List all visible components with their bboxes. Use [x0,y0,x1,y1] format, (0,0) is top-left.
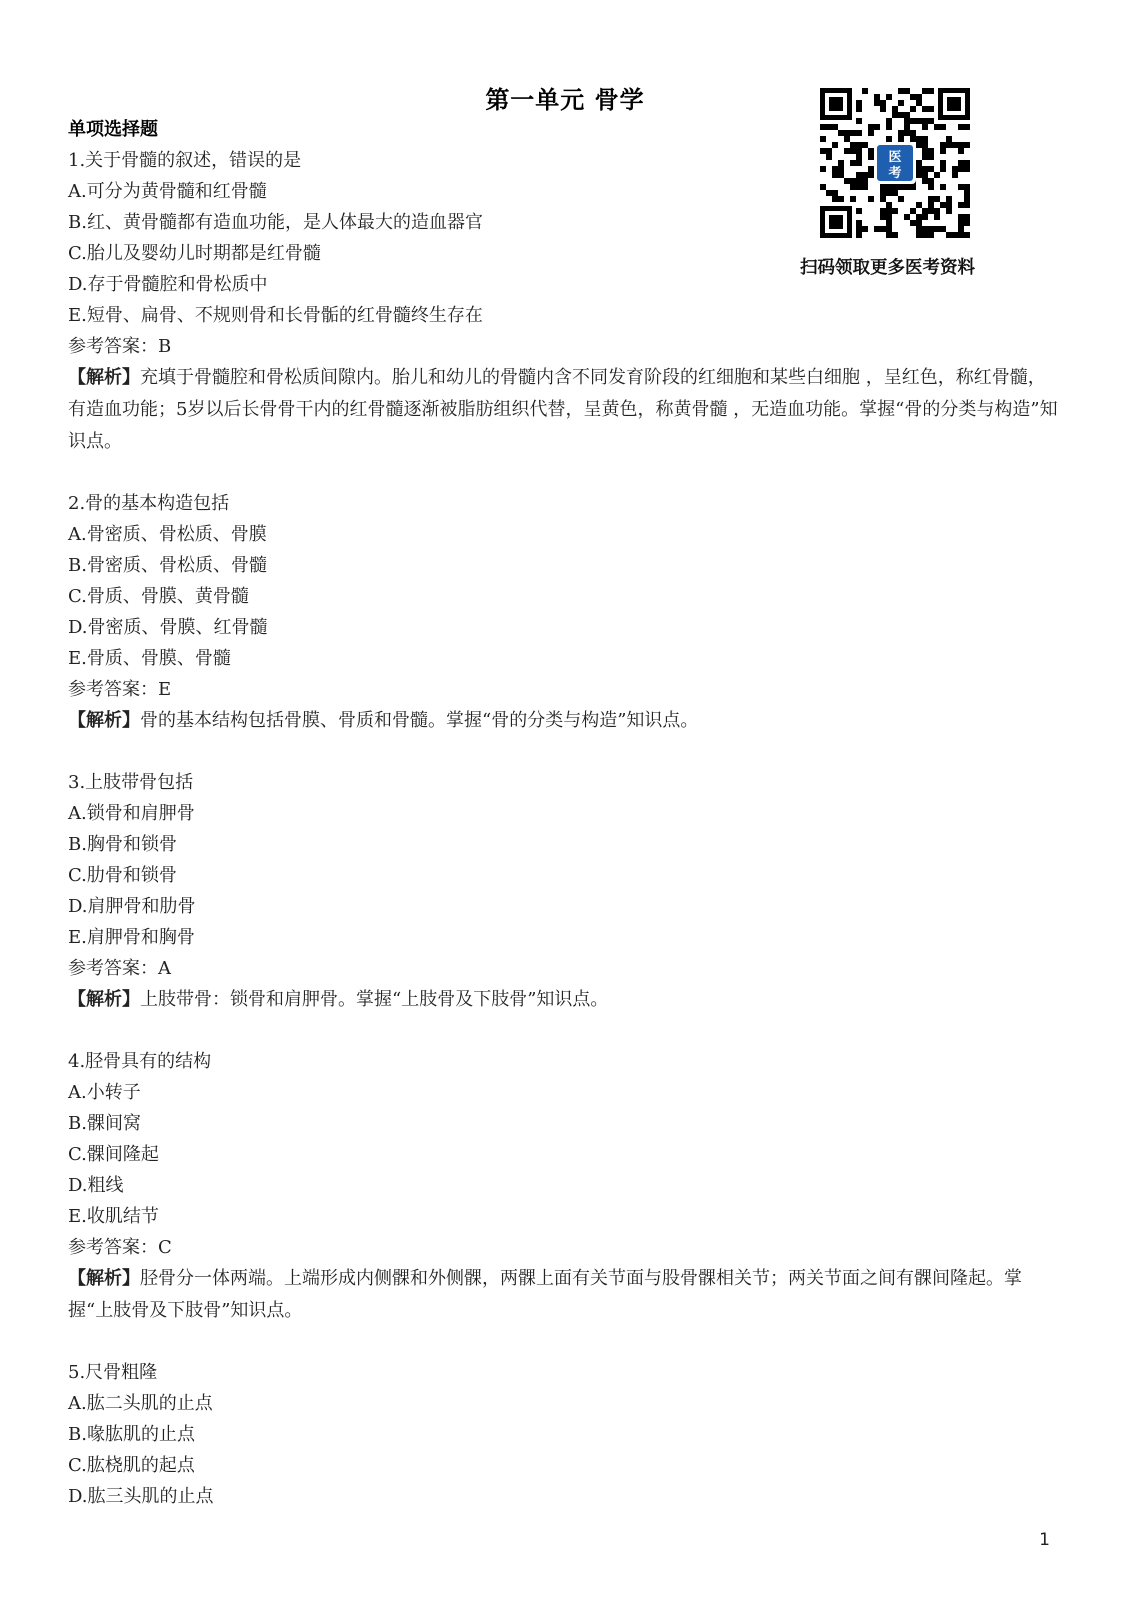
answer-option: D.粗线 [68,1175,124,1196]
answer-option: C.肱桡肌的起点 [68,1455,195,1476]
question-stem: 3.上肢带骨包括 [68,772,194,793]
qr-caption: 扫码领取更多医考资料 [800,258,975,278]
answer-option: A.可分为黄骨髓和红骨髓 [68,181,267,202]
answer-option: B.红、黄骨髓都有造血功能，是人体最大的造血器官 [68,212,483,233]
page-title: 第一单元 骨学 [485,86,645,114]
section-heading: 单项选择题 [68,119,158,140]
answer-option: B.骨密质、骨松质、骨髓 [68,555,267,576]
question-list [68,145,1058,1512]
answer-option: E.短骨、扁骨、不规则骨和长骨骺的红骨髓终生存在 [68,305,483,326]
explanation [68,984,1058,1016]
explanation-text: 充填于骨髓腔和骨松质间隙内。胎儿和幼儿的骨髓内含不同发育阶段的红细胞和某些白细胞 ，呈红色，称红骨髓，有造血功能；5岁以后长骨骨干内的红骨髓逐渐被脂肪组织代替，呈黄色，称黄骨髓 ，无造血功能。掌握“骨的分类与构造”知识点。 [68,367,1058,452]
answer-option: D.骨密质、骨膜、红骨髓 [68,617,268,638]
reference-answer: 参考答案：E [68,679,172,700]
explanation-tag: 【解析】 [68,1268,140,1289]
question-block [68,767,1058,1016]
reference-answer: 参考答案：B [68,336,172,357]
answer-option: B.喙肱肌的止点 [68,1424,195,1445]
explanation-text: 上肢带骨：锁骨和肩胛骨。掌握“上肢骨及下肢骨”知识点。 [140,989,609,1010]
question-stem: 1.关于骨髓的叙述，错误的是 [68,150,302,171]
explanation-text: 胫骨分一体两端。上端形成内侧髁和外侧髁，两髁上面有关节面与股骨髁相关节；两关节面之间有髁间隆起。掌握“上肢骨及下肢骨”知识点。 [68,1268,1022,1321]
question-block [68,1046,1058,1327]
explanation [68,1263,1058,1327]
answer-option: A.锁骨和肩胛骨 [68,803,195,824]
explanation-tag: 【解析】 [68,367,140,388]
answer-option: E.骨质、骨膜、骨髓 [68,648,231,669]
reference-answer: 参考答案：A [68,958,171,979]
answer-option: D.存于骨髓腔和骨松质中 [68,274,268,295]
question-stem: 5.尺骨粗隆 [68,1362,158,1383]
answer-option: A.小转子 [68,1082,141,1103]
explanation-tag: 【解析】 [68,989,140,1010]
explanation-text: 骨的基本结构包括骨膜、骨质和骨髓。掌握“骨的分类与构造”知识点。 [140,710,699,731]
explanation [68,705,1058,737]
question-stem: 2.骨的基本构造包括 [68,493,230,514]
answer-option: C.髁间隆起 [68,1144,159,1165]
question-block [68,145,1058,458]
answer-option: E.肩胛骨和胸骨 [68,927,195,948]
explanation-tag: 【解析】 [68,710,140,731]
svg-text:医: 医 [888,150,902,165]
question-block [68,488,1058,737]
answer-option: D.肱三头肌的止点 [68,1486,214,1507]
reference-answer: 参考答案：C [68,1237,172,1258]
answer-option: C.骨质、骨膜、黄骨髓 [68,586,249,607]
question-stem: 4.胫骨具有的结构 [68,1051,212,1072]
question-block [68,1357,1058,1512]
answer-option: D.肩胛骨和肋骨 [68,896,196,917]
answer-option: A.骨密质、骨松质、骨膜 [68,524,267,545]
svg-text:考: 考 [888,166,902,181]
answer-option: B.髁间窝 [68,1113,141,1134]
explanation [68,362,1058,458]
page-number: 1 [1039,1530,1050,1550]
answer-option: C.胎儿及婴幼儿时期都是红骨髓 [68,243,321,264]
answer-option: B.胸骨和锁骨 [68,834,177,855]
question-content [68,114,1058,1542]
answer-option: E.收肌结节 [68,1206,159,1227]
answer-option: C.肋骨和锁骨 [68,865,177,886]
answer-option: A.肱二头肌的止点 [68,1393,213,1414]
